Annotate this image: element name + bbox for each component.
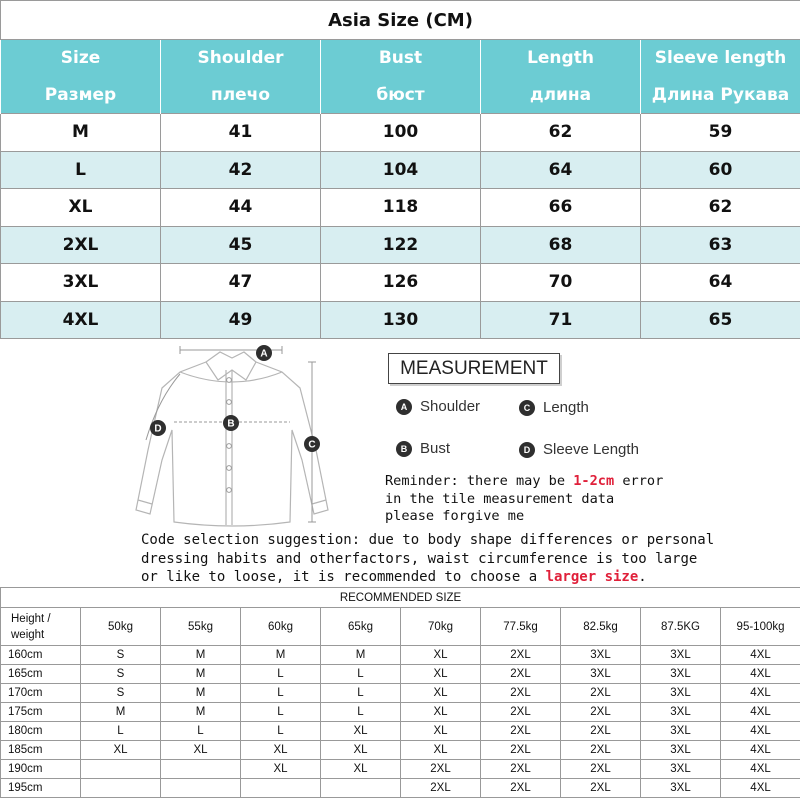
- recommended-size-cell: M: [241, 646, 321, 665]
- header-cell: Длина Рукава: [641, 77, 800, 114]
- recommended-size-cell: 2XL: [481, 779, 561, 798]
- size-suggestion-note: [141, 531, 714, 587]
- recommended-size-cell: XL: [401, 703, 481, 722]
- suggestion-text: dressing habits and otherfactors, waist circumference is too large: [141, 550, 698, 567]
- size-row: [1, 189, 800, 227]
- height-cell: 175cm: [1, 703, 81, 722]
- reminder-text: error: [614, 473, 664, 489]
- corner-label: [1, 608, 81, 646]
- corner-label-line: Height /: [11, 612, 51, 625]
- recommended-size-cell: 3XL: [641, 665, 721, 684]
- marker-b: B: [227, 418, 235, 430]
- recommended-size-cell: 3XL: [561, 646, 641, 665]
- measurement-cell: 62: [641, 189, 800, 227]
- recommended-size-cell: 3XL: [641, 722, 721, 741]
- height-row: [1, 646, 800, 665]
- recommended-size-cell: 3XL: [641, 741, 721, 760]
- suggestion-text: .: [638, 569, 647, 585]
- size-label-cell: 4XL: [1, 301, 161, 339]
- recommended-size-cell: L: [321, 684, 401, 703]
- size-row: [1, 226, 800, 264]
- reminder-note: [385, 473, 663, 526]
- weight-header-row: [1, 608, 800, 646]
- measurement-cell: 64: [481, 151, 641, 189]
- recommended-size-cell: [81, 760, 161, 779]
- recommended-title: RECOMMENDED SIZE: [1, 588, 800, 608]
- recommended-size-cell: [161, 760, 241, 779]
- height-row: [1, 703, 800, 722]
- header-cell: длина: [481, 77, 641, 114]
- height-cell: 185cm: [1, 741, 81, 760]
- measurement-cell: 118: [321, 189, 481, 227]
- measurement-cell: 71: [481, 301, 641, 339]
- measurement-cell: 100: [321, 114, 481, 152]
- weight-header-cell: 95-100kg: [721, 608, 800, 646]
- size-label-cell: L: [1, 151, 161, 189]
- weight-header-cell: 55kg: [161, 608, 241, 646]
- recommended-size-cell: 2XL: [561, 760, 641, 779]
- weight-header-cell: 50kg: [81, 608, 161, 646]
- recommended-size-cell: 2XL: [481, 760, 561, 779]
- recommended-size-cell: 2XL: [481, 646, 561, 665]
- measurement-cell: 104: [321, 151, 481, 189]
- height-cell: 165cm: [1, 665, 81, 684]
- legend-label: Sleeve Length: [543, 441, 639, 458]
- header-cell: плечо: [161, 77, 321, 114]
- weight-header-cell: 65kg: [321, 608, 401, 646]
- recommended-size-cell: XL: [81, 741, 161, 760]
- recommended-size-cell: L: [321, 665, 401, 684]
- recommended-size-cell: 2XL: [481, 722, 561, 741]
- height-cell: 190cm: [1, 760, 81, 779]
- recommended-size-cell: M: [161, 684, 241, 703]
- legend-shoulder: [396, 398, 480, 415]
- weight-header-cell: 70kg: [401, 608, 481, 646]
- size-table-header-ru: [1, 77, 800, 114]
- recommended-size-cell: [81, 779, 161, 798]
- height-row: [1, 665, 800, 684]
- weight-header-cell: 87.5KG: [641, 608, 721, 646]
- size-label-cell: 3XL: [1, 264, 161, 302]
- recommended-size-cell: 3XL: [641, 760, 721, 779]
- recommended-size-cell: 3XL: [561, 665, 641, 684]
- measurement-cell: 60: [641, 151, 800, 189]
- recommended-size-cell: XL: [321, 741, 401, 760]
- recommended-size-cell: L: [81, 722, 161, 741]
- size-row: [1, 264, 800, 302]
- recommended-size-cell: 4XL: [721, 684, 800, 703]
- recommended-size-cell: 3XL: [641, 779, 721, 798]
- marker-b-icon: B: [396, 441, 412, 457]
- height-row: [1, 722, 800, 741]
- measurement-cell: 47: [161, 264, 321, 302]
- header-cell: Sleeve length: [641, 40, 800, 77]
- reminder-text: Reminder: there may be: [385, 473, 574, 489]
- measurement-cell: 44: [161, 189, 321, 227]
- header-cell: Shoulder: [161, 40, 321, 77]
- recommended-size-cell: M: [161, 646, 241, 665]
- recommended-size-cell: [161, 779, 241, 798]
- recommended-size-cell: XL: [321, 722, 401, 741]
- size-row: [1, 301, 800, 339]
- weight-header-cell: 82.5kg: [561, 608, 641, 646]
- corner-label-line: weight: [11, 628, 45, 641]
- recommended-size-cell: L: [241, 665, 321, 684]
- height-cell: 160cm: [1, 646, 81, 665]
- size-label-cell: 2XL: [1, 226, 161, 264]
- recommended-size-cell: 2XL: [561, 741, 641, 760]
- legend-sleeve-length: [519, 441, 639, 458]
- recommended-size-cell: [241, 779, 321, 798]
- measurement-title: MEASUREMENT: [388, 353, 560, 384]
- recommended-size-cell: 4XL: [721, 722, 800, 741]
- height-row: [1, 760, 800, 779]
- recommended-size-cell: 2XL: [561, 722, 641, 741]
- recommended-size-cell: 2XL: [481, 665, 561, 684]
- height-cell: 180cm: [1, 722, 81, 741]
- measurement-cell: 126: [321, 264, 481, 302]
- recommended-size-cell: XL: [401, 665, 481, 684]
- measurement-cell: 41: [161, 114, 321, 152]
- error-range: 1-2cm: [573, 473, 615, 489]
- recommended-size-cell: L: [241, 684, 321, 703]
- header-cell: Bust: [321, 40, 481, 77]
- reminder-text: in the tile measurement data: [385, 490, 615, 507]
- recommended-size-cell: 2XL: [561, 703, 641, 722]
- height-row: [1, 684, 800, 703]
- recommended-size-cell: 4XL: [721, 665, 800, 684]
- recommended-size-cell: XL: [401, 684, 481, 703]
- recommended-size-cell: M: [161, 665, 241, 684]
- size-row: [1, 151, 800, 189]
- suggestion-text: or like to loose, it is recommended to choose a: [141, 569, 546, 585]
- header-cell: бюст: [321, 77, 481, 114]
- recommended-size-cell: 3XL: [641, 684, 721, 703]
- measurement-cell: 62: [481, 114, 641, 152]
- size-label-cell: M: [1, 114, 161, 152]
- recommended-size-cell: 2XL: [401, 760, 481, 779]
- recommended-size-cell: 2XL: [481, 741, 561, 760]
- legend-label: Length: [543, 399, 589, 416]
- recommended-size-cell: 2XL: [481, 684, 561, 703]
- measurement-cell: 65: [641, 301, 800, 339]
- marker-c: C: [308, 439, 316, 451]
- recommended-size-cell: XL: [161, 741, 241, 760]
- size-label-cell: XL: [1, 189, 161, 227]
- recommended-size-cell: L: [321, 703, 401, 722]
- recommended-size-cell: XL: [401, 722, 481, 741]
- size-table-header-en: [1, 40, 800, 77]
- recommended-size-cell: 3XL: [641, 703, 721, 722]
- marker-a-icon: A: [396, 399, 412, 415]
- recommended-size-cell: [321, 779, 401, 798]
- measurement-cell: 70: [481, 264, 641, 302]
- measurement-cell: 45: [161, 226, 321, 264]
- measurement-cell: 66: [481, 189, 641, 227]
- recommended-size-cell: 4XL: [721, 779, 800, 798]
- recommended-size-cell: 3XL: [641, 646, 721, 665]
- recommended-size-cell: M: [161, 703, 241, 722]
- recommended-size-cell: XL: [241, 760, 321, 779]
- recommended-size-cell: 4XL: [721, 646, 800, 665]
- recommended-size-cell: 2XL: [561, 684, 641, 703]
- marker-d-icon: D: [519, 442, 535, 458]
- legend-label: Bust: [420, 440, 451, 457]
- recommended-size-table: [0, 587, 800, 798]
- height-row: [1, 779, 800, 798]
- legend-bust: [396, 440, 450, 457]
- legend-length: [519, 399, 589, 416]
- larger-size-highlight: larger size: [545, 569, 639, 585]
- recommended-size-cell: L: [161, 722, 241, 741]
- recommended-size-cell: XL: [401, 646, 481, 665]
- recommended-size-cell: 4XL: [721, 741, 800, 760]
- recommended-size-cell: XL: [321, 760, 401, 779]
- recommended-size-cell: 4XL: [721, 760, 800, 779]
- recommended-size-cell: XL: [401, 741, 481, 760]
- measurement-cell: 64: [641, 264, 800, 302]
- weight-header-cell: 77.5kg: [481, 608, 561, 646]
- height-cell: 170cm: [1, 684, 81, 703]
- measurement-cell: 130: [321, 301, 481, 339]
- shirt-diagram: [128, 340, 338, 530]
- marker-a: A: [260, 348, 268, 360]
- measurement-cell: 49: [161, 301, 321, 339]
- recommended-size-cell: S: [81, 646, 161, 665]
- measurement-cell: 59: [641, 114, 800, 152]
- recommended-size-cell: 2XL: [401, 779, 481, 798]
- recommended-size-cell: 2XL: [481, 703, 561, 722]
- size-table: [0, 0, 800, 339]
- recommended-size-cell: M: [321, 646, 401, 665]
- header-cell: Size: [1, 40, 161, 77]
- measurement-cell: 122: [321, 226, 481, 264]
- header-cell: Размер: [1, 77, 161, 114]
- size-row: [1, 114, 800, 152]
- recommended-size-cell: XL: [241, 741, 321, 760]
- suggestion-text: Code selection suggestion: due to body shape differences or personal: [141, 532, 715, 548]
- marker-c-icon: C: [519, 400, 535, 416]
- marker-d: D: [154, 423, 162, 435]
- reminder-text: please forgive me: [385, 508, 525, 524]
- recommended-size-cell: L: [241, 703, 321, 722]
- legend-label: Shoulder: [420, 398, 481, 415]
- recommended-size-cell: M: [81, 703, 161, 722]
- recommended-size-cell: 2XL: [561, 779, 641, 798]
- recommended-size-cell: 4XL: [721, 703, 800, 722]
- recommended-size-cell: S: [81, 665, 161, 684]
- size-table-title: Asia Size (CM): [1, 1, 800, 40]
- measurement-cell: 42: [161, 151, 321, 189]
- measurement-cell: 68: [481, 226, 641, 264]
- height-cell: 195cm: [1, 779, 81, 798]
- height-row: [1, 741, 800, 760]
- recommended-size-cell: S: [81, 684, 161, 703]
- header-cell: Length: [481, 40, 641, 77]
- measurement-cell: 63: [641, 226, 800, 264]
- weight-header-cell: 60kg: [241, 608, 321, 646]
- recommended-size-cell: L: [241, 722, 321, 741]
